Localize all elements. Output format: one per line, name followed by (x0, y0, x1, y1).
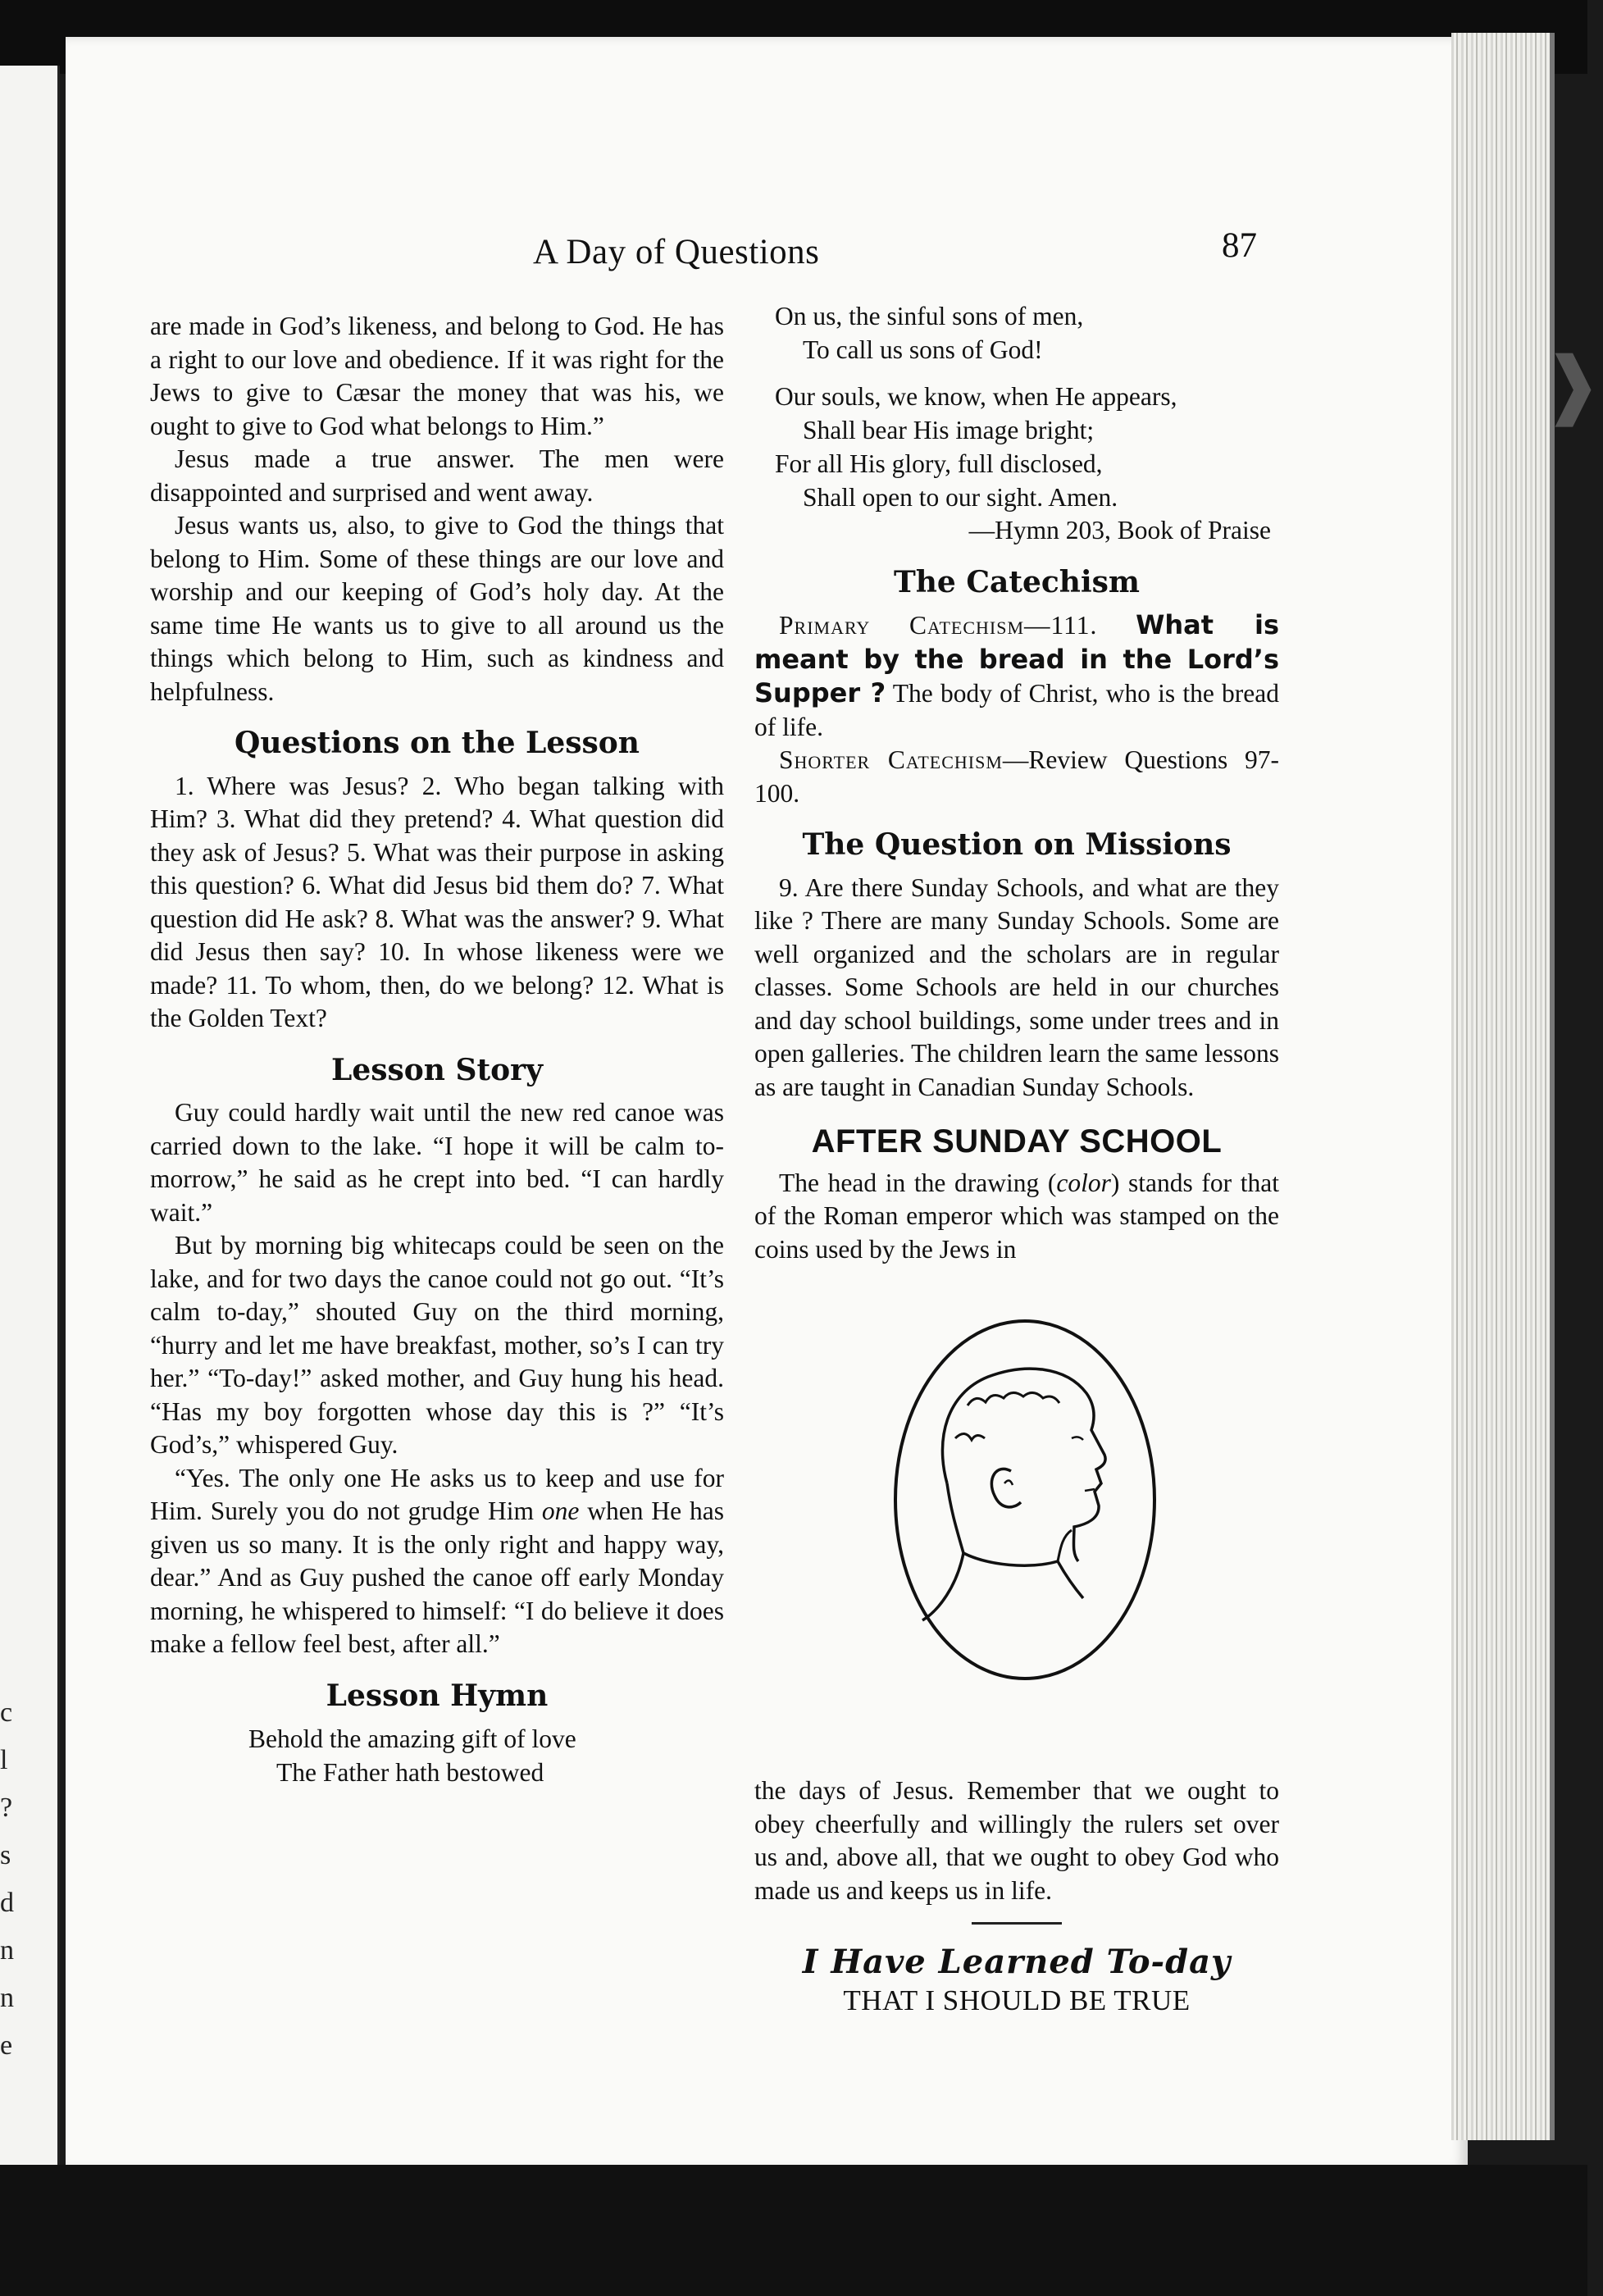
fragment-letter: d (0, 1888, 14, 1918)
emperor-head-drawing (890, 1315, 1160, 1684)
hymn-line: The Father hath bestowed (276, 1758, 544, 1787)
primary-answer: The body of Christ, who is the bread of life. (754, 679, 1279, 741)
fragment-letter: ? (0, 1793, 13, 1823)
catechism-heading: The Catechism (893, 564, 1141, 599)
hymn-attribution: —Hymn 203, Book of Praise (968, 516, 1271, 544)
hymn-verse (754, 380, 1279, 514)
page-stack-edges (1451, 33, 1555, 2140)
missions-text: 9. Are there Sunday Schools, and what are they like ? There are many Sunday Schools. Some are well organized and the scholars are in regular classes. Some Schools are held in our churches and day school buildings, some under trees and in open galleries. The children learn the same lessons as are taught in Canadian Sunday Schools. (754, 872, 1279, 1101)
story-text: when He has given us so many. It is the only right and happy way, dear.” And as Guy pushed the canoe off early Monday morning, he whispered to himself: “I do believe it does make a fellow feel best, after all.” (150, 1496, 724, 1658)
after-text: ) stands for that of the Roman emperor which was stamped on the coins used by the Jews in (754, 1168, 1279, 1264)
story-paragraph: Guy could hardly wait until the new red canoe was carried down to the lake. “I hope it will be calm to-morrow,” he said as he crept into bed. “I can hardly wait.” (150, 1098, 724, 1227)
right-column (754, 299, 1279, 2017)
left-column (150, 310, 724, 1789)
after-paragraph (754, 1167, 1279, 1267)
after-sunday-school-heading: AFTER SUNDAY SCHOOL (811, 1123, 1223, 1159)
hymn-line: On us, the sinful sons of men, (775, 302, 1084, 330)
fragment-letter: n (0, 1983, 14, 2013)
hymn-verse (150, 1722, 724, 1789)
lesson-hymn-heading: Lesson Hymn (326, 1678, 549, 1713)
shorter-label: Shorter Catechism (779, 745, 1003, 774)
fragment-letter: l (0, 1745, 8, 1775)
hymn-verse (754, 299, 1279, 367)
page-number: 87 (1222, 226, 1257, 265)
intro-paragraph: are made in God’s likeness, and belong to God. He has a right to our love and obedience. If it was right for the Jews to give to Cæsar the money that was his, we ought to give to God what belongs to Him.” (150, 312, 724, 440)
story-emphasis: one (541, 1496, 580, 1525)
lesson-story-heading: Lesson Story (331, 1052, 543, 1087)
missions-heading: The Question on Missions (802, 827, 1232, 862)
after-emphasis: color (1056, 1168, 1111, 1197)
learned-today-line: THAT I SHOULD BE TRUE (843, 1984, 1191, 2016)
intro-paragraph: Jesus made a true answer. The men were disappointed and surprised and went away. (150, 444, 724, 507)
divider-rule (972, 1922, 1062, 1925)
story-paragraph: But by morning big whitecaps could be seen on the lake, and for two days the canoe could not go out. “It’s calm to-day,” shouted Guy on the third morning, “hurry and let me have breakfast, mother, so’s I can try her.” “To-day!” asked mother, and Guy hung his head. “Has my boy forgotten whose day this is ?” “It’s God’s,” whispered Guy. (150, 1231, 724, 1459)
primary-label: Primary Catechism—111. (779, 611, 1098, 640)
hymn-line: To call us sons of God! (803, 335, 1043, 364)
running-head: A Day of Questions (533, 233, 820, 271)
hymn-line: Behold the amazing gift of love (248, 1724, 576, 1753)
drawing-area (754, 1266, 1279, 1774)
story-paragraph (150, 1462, 724, 1661)
hymn-line: Shall open to our sight. Amen. (803, 483, 1118, 512)
primary-catechism (754, 608, 1279, 744)
primary-question: What is meant by the bread in the Lord’s Supper ? (754, 609, 1280, 708)
shorter-text: —Review Questions 97-100. (754, 745, 1279, 808)
fragment-letter: s (0, 1840, 11, 1870)
intro-paragraph: Jesus wants us, also, to give to God the things that belong to Him. Some of these things are our love and worship and our keeping of God’s holy day. At the same time He wants us to give to all around us the things which belong to Him, such as kindness and helpfulness. (150, 511, 724, 706)
hymn-line: Our souls, we know, when He appears, (775, 382, 1177, 411)
scan-bottom-border (0, 2165, 1587, 2296)
after-paragraph: the days of Jesus. Remember that we ought to obey cheerfully and willingly the rulers set over us and, above all, that we ought to obey God who made us and keeps us in life. (754, 1776, 1279, 1905)
story-text: “Yes. The only one He asks us to keep and use for Him. Surely you do not grudge Him (150, 1463, 724, 1525)
fragment-letter: n (0, 1935, 14, 1966)
page-crease-mark: ❱ (1542, 344, 1603, 426)
questions-heading: Questions on the Lesson (235, 726, 640, 760)
hymn-line: Shall bear His image bright; (803, 416, 1095, 444)
questions-text: 1. Where was Jesus? 2. Who began talking with Him? 3. What did they pretend? 4. What question did they ask of Jesus? 5. What was their purpose in asking this question? 6. What did Jesus bid them do? 7. What question did He ask? 8. What was the answer? 9. What did Jesus then say? 10. In whose likeness were we made? 11. To whom, then, do we belong? 12. What is the Golden Text? (150, 771, 724, 1032)
hymn-line: For all His glory, full disclosed, (775, 449, 1103, 478)
after-text: The head in the drawing ( (779, 1168, 1057, 1197)
fragment-letter: c (0, 1697, 13, 1728)
facing-page-fragments (0, 1689, 25, 2070)
shorter-catechism (754, 744, 1279, 810)
facing-page-edge (0, 66, 60, 2165)
fragment-letter: e (0, 2030, 13, 2061)
learned-today-title: I Have Learned To-day (802, 1943, 1232, 1981)
